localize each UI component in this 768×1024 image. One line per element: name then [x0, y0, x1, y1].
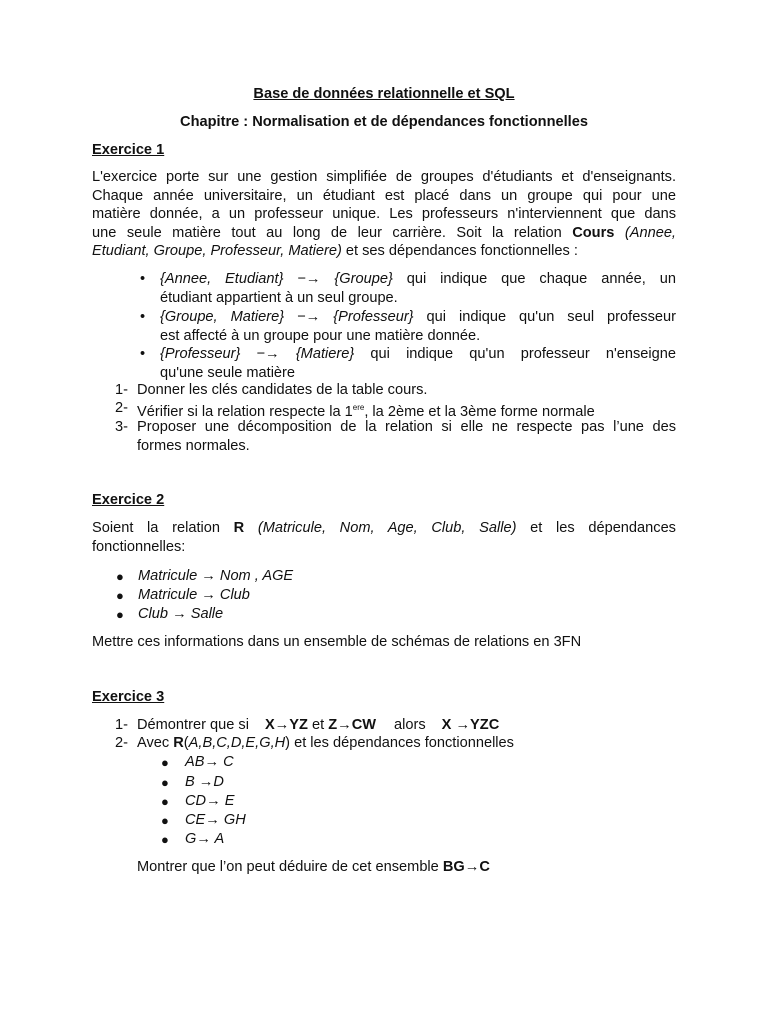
exercise-2-intro: Soient la relation R (Matricule, Nom, Age, Club, Salle) et les dépendances fonctionnelles: [92, 520, 676, 555]
chapter-subtitle: Chapitre : Normalisation et de dépendances fonctionnelles [180, 114, 588, 130]
dependency-item: ● B →D [161, 774, 224, 790]
document-title: Base de données relationnelle et SQL [253, 86, 515, 102]
dependency-item: ● AB→ C [161, 754, 234, 770]
exercise-2-conclusion: Mettre ces informations dans un ensemble de schémas de relations en 3FN [92, 634, 582, 650]
intro-line: Chaque année universitaire, un étudiant est placé dans un groupe qui pour une [92, 187, 676, 204]
intro-line: une seule matière tout au long de leur carrière. Soit la relation Cours (Annee, [92, 224, 676, 241]
exercise-3-conclusion: Montrer que l’on peut déduire de cet ensemble BG→C [137, 859, 490, 875]
dependency-item: • {Groupe, Matiere} −→ {Professeur} qui indique qu'un seul professeur est affecté à un groupe pour une matière donnée. [140, 309, 676, 344]
bullet-icon: ● [161, 832, 169, 847]
bullet-icon: • [140, 271, 146, 287]
bullet-icon: ● [161, 813, 169, 828]
dependency-item: ● Club → Salle [116, 606, 224, 622]
dependency-item: ● G→ A [161, 831, 225, 847]
bullet-icon: • [140, 309, 146, 325]
dependency-item: ● CE→ GH [161, 812, 246, 828]
question-item: 2- [115, 735, 128, 751]
intro-line: matière donnée, a un professeur unique. Les professeurs n'interviennent que dans [92, 206, 676, 223]
exercise-2-heading: Exercice 2 [92, 492, 165, 508]
bullet-icon: ● [116, 588, 124, 603]
question-item: 1- [115, 717, 128, 733]
exercise-1-intro [92, 168, 676, 261]
document-page: Base de données relationnelle et SQL Chapitre : Normalisation et de dépendances fonctionnelles Exercice 1 L'exercice porte sur une gestion simplifiée de groupes d'étudiants et d'enseignants. Chaque année universitaire, un étudiant est placé dans un groupe qui pour une matière donnée, a un professeur unique. Les professeurs n'interviennent que dans une seule matière tout au long de leur carrière. Soit la relation Cours (Annee, Etudiant, Groupe, Professeur, Matiere) et ses dépendances fonctionnelles : • {Annee, Etudiant} −→ {Groupe} qui indique que chaque année, un étudiant appartient à un seul groupe. • {Groupe, Matiere} −→ {Professeur} qui indique qu'un seul professeur est affecté à un groupe pour une matière donnée. • {Professeur} −→ {Matiere} qui indique qu'un professeur n'enseigne qu'une seule matière 1- Donner les clés candidates de la table cours. 2- Vérifier si la relation respecte la 1ere, la 2ème et la 3ème forme normale 3- Proposer une décomposition de la relation si elle ne respecte pas l’une des formes normales. Exercice 2 Soient la relation R (Matricule, Nom, Age, Club, Salle) et les dépendances fonctionnelles: ● Matricule → Nom , AGE ● Matricule → Club ● Club → Salle Mettre ces informations dans un ensemble de schémas de relations en 3FN Exercice 3 1- Démontrer que si X→YZ et Z→CW alors X →YZC 2- Avec R(A,B,C,D,E,G,H) et les dépendances fonctionnelles ● AB→ C ● B →D ● CD→ E ● CE→ GH ● G→ A Montrer que l’on peut déduire de cet ensemble BG→C [92, 86, 677, 875]
question-1-text: Démontrer que si X→YZ et Z→CW alors X →YZC [137, 717, 500, 733]
dependency-item: • {Annee, Etudiant} −→ {Groupe} qui indique que chaque année, un étudiant appartient à un seul groupe. [140, 271, 676, 306]
bullet-icon: • [140, 346, 146, 362]
bullet-icon: ● [116, 569, 124, 584]
bullet-icon: ● [161, 794, 169, 809]
dependency-item: • {Professeur} −→ {Matiere} qui indique qu'un professeur n'enseigne qu'une seule matière [140, 346, 677, 381]
relation-attrs: (Annee, [624, 224, 676, 241]
relation-name: Cours [572, 224, 615, 241]
exercise-3-heading: Exercice 3 [92, 689, 165, 705]
bullet-icon: ● [116, 607, 124, 622]
intro-line: L'exercice porte sur une gestion simplifiée de groupes d'étudiants et d'enseignants. [92, 169, 676, 185]
intro-line: Etudiant, Groupe, Professeur, Matiere) et ses dépendances fonctionnelles : [92, 243, 578, 260]
bullet-icon: ● [161, 775, 169, 790]
dependency-item: ● CD→ E [161, 793, 235, 809]
dependency-item: ● Matricule → Club [116, 587, 250, 603]
question-2-text: Avec R(A,B,C,D,E,G,H) et les dépendances fonctionnelles [137, 735, 514, 751]
bullet-icon: ● [161, 755, 169, 770]
dependency-item: ● Matricule → Nom , AGE [116, 568, 294, 584]
exercise-1-heading: Exercice 1 [92, 142, 165, 158]
